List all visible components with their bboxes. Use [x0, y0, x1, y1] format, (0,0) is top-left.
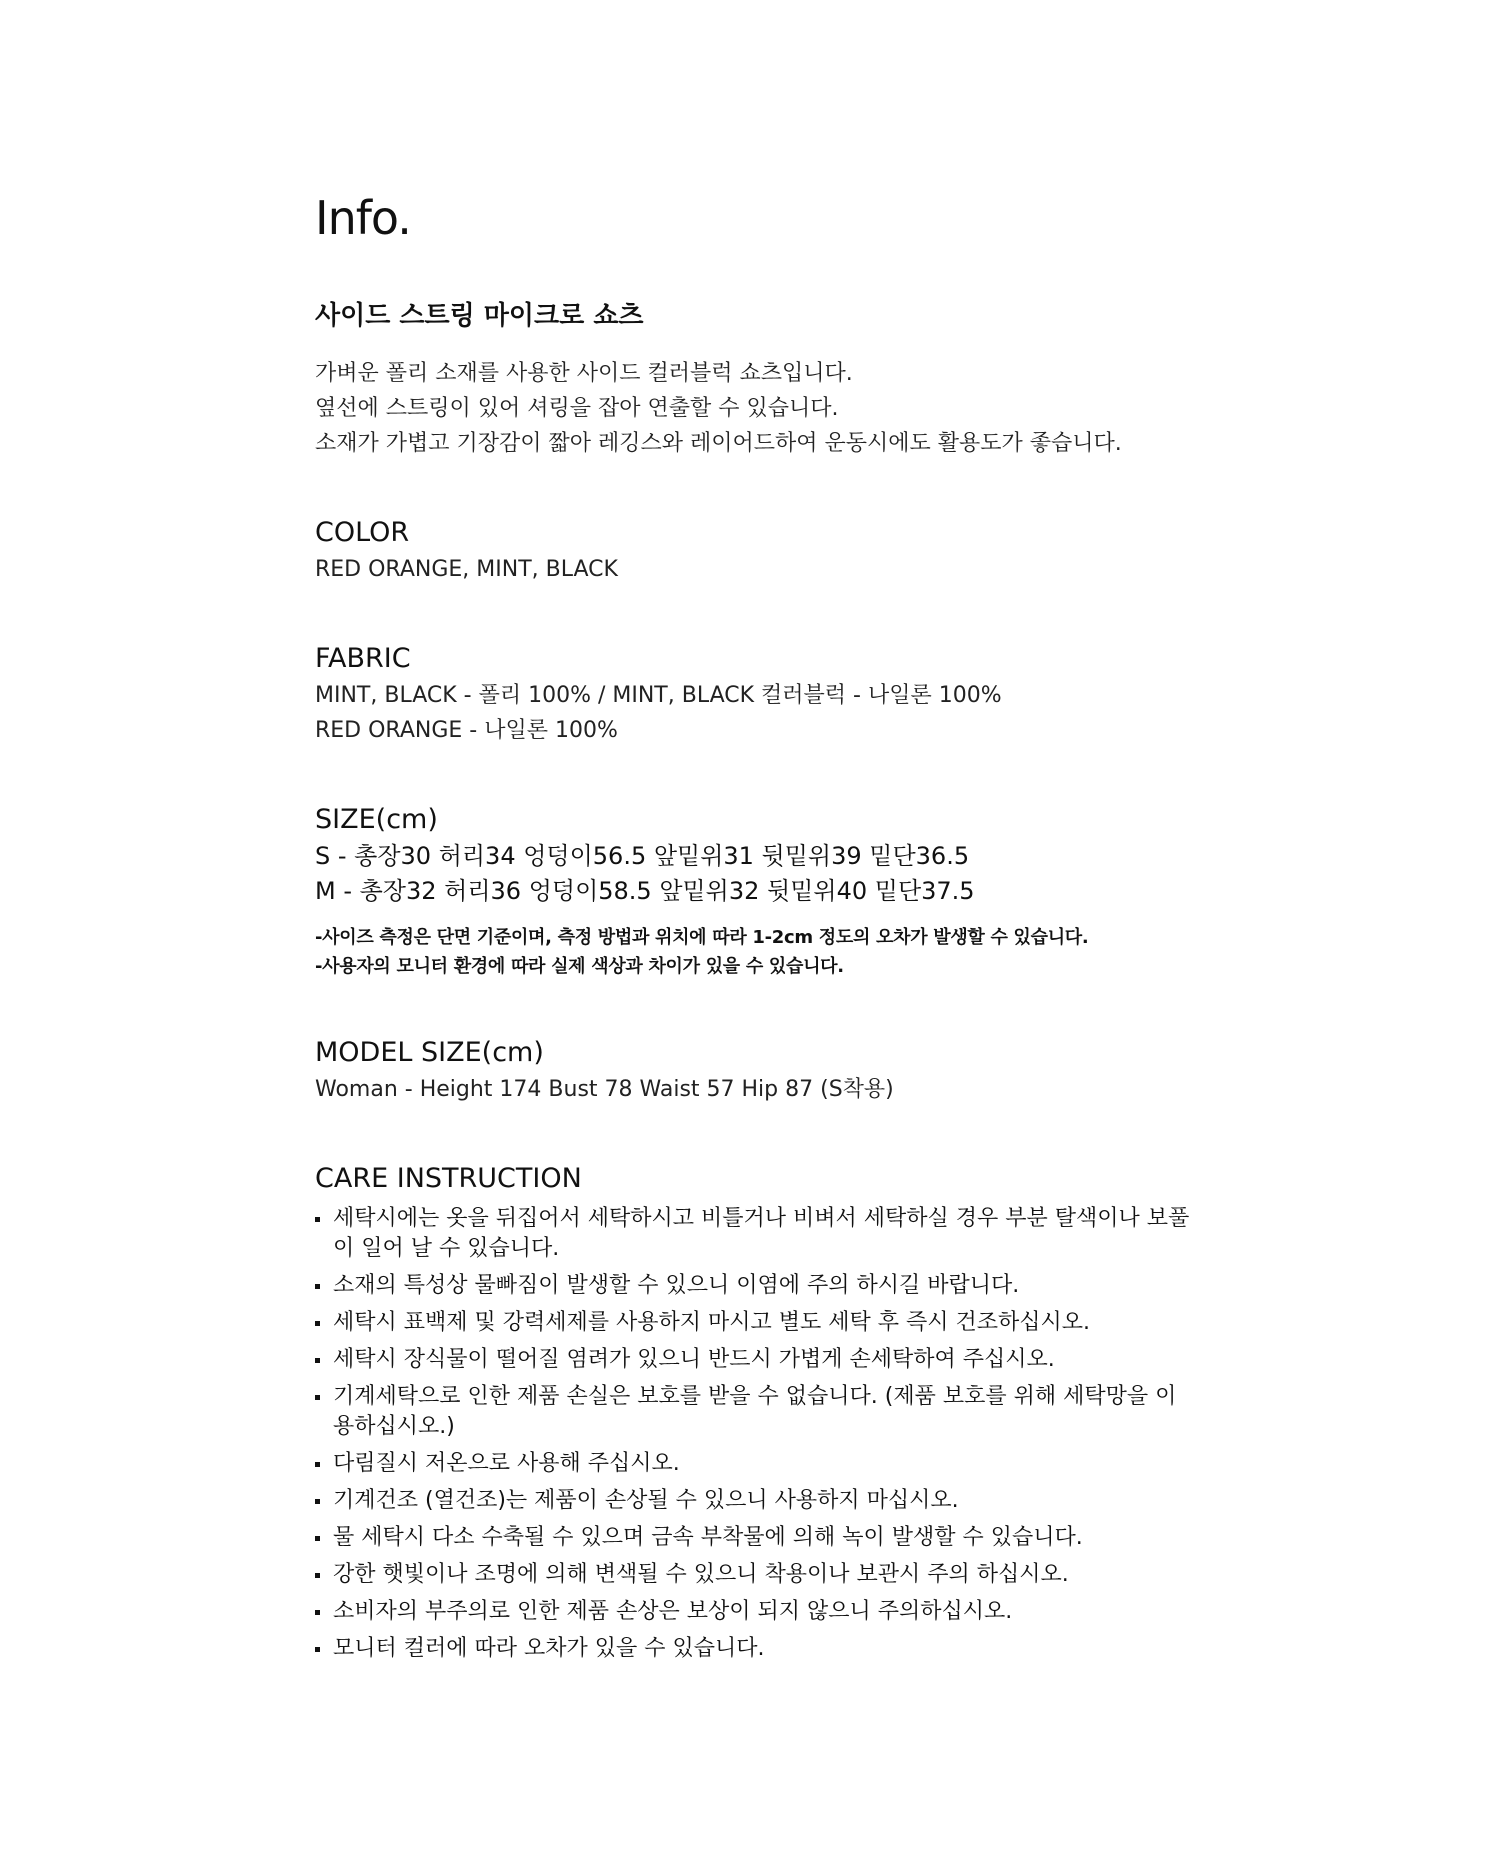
- care-item-text: 소비자의 부주의로 인한 제품 손상은 보상이 되지 않으니 주의하십시오.: [333, 1599, 1013, 1624]
- care-item-text: 기계세탁으로 인한 제품 손실은 보호를 받을 수 없습니다. (제품 보호를 위해 세탁망을 이용하십시오.): [333, 1384, 1177, 1439]
- care-item-text: 기계건조 (열건조)는 제품이 손상될 수 있으니 사용하지 마십시오.: [333, 1488, 959, 1513]
- bullet-icon: [315, 1395, 320, 1400]
- description-line: 옆선에 스트링이 있어 셔링을 잡아 연출할 수 있습니다.: [315, 396, 839, 421]
- fabric-line: MINT, BLACK - 폴리 100% / MINT, BLACK 컬러블럭 - 나일론 100%: [315, 683, 1002, 708]
- size-heading: SIZE(cm): [315, 804, 438, 835]
- care-item-text: 소재의 특성상 물빠짐이 발생할 수 있으니 이염에 주의 하시길 바랍니다.: [333, 1273, 1020, 1298]
- bullet-icon: [315, 1499, 320, 1504]
- size-row-s: S - 총장30 허리34 엉덩이56.5 앞밑위31 뒷밑위39 밑단36.5: [315, 842, 970, 870]
- bullet-icon: [315, 1284, 320, 1289]
- care-item: [315, 1271, 1193, 1301]
- fabric-section: [315, 642, 1215, 748]
- care-item-text: 모니터 컬러에 따라 오차가 있을 수 있습니다.: [333, 1636, 765, 1661]
- model-size-value: Woman - Height 174 Bust 78 Waist 57 Hip 87 (S착용): [315, 1077, 894, 1102]
- size-note: -사용자의 모니터 환경에 따라 실제 색상과 차이가 있을 수 있습니다.: [315, 956, 844, 977]
- care-item-text: 강한 햇빛이나 조명에 의해 변색될 수 있으니 착용이나 보관시 주의 하십시오.: [333, 1562, 1069, 1587]
- model-size-section: [315, 1036, 1215, 1107]
- description-line: 소재가 가볍고 기장감이 짧아 레깅스와 레이어드하여 운동시에도 활용도가 좋습니다.: [315, 431, 1122, 456]
- care-item-text: 세탁시에는 옷을 뒤집어서 세탁하시고 비틀거나 비벼서 세탁하실 경우 부분 탈색이나 보풀이 일어 날 수 있습니다.: [333, 1206, 1190, 1261]
- care-item-text: 다림질시 저온으로 사용해 주십시오.: [333, 1451, 680, 1476]
- care-item: [315, 1634, 1193, 1664]
- page-title: Info.: [315, 191, 411, 245]
- bullet-icon: [315, 1358, 320, 1363]
- size-note: -사이즈 측정은 단면 기준이며, 측정 방법과 위치에 따라 1-2cm 정도의 오차가 발생할 수 있습니다.: [315, 927, 1089, 948]
- size-notes: [315, 923, 1215, 981]
- model-size-heading: MODEL SIZE(cm): [315, 1037, 544, 1068]
- color-heading: COLOR: [315, 517, 410, 548]
- care-section: [315, 1162, 1215, 1664]
- bullet-icon: [315, 1647, 320, 1652]
- bullet-icon: [315, 1217, 320, 1222]
- fabric-heading: FABRIC: [315, 643, 411, 674]
- care-item: [315, 1449, 1193, 1479]
- care-list: [315, 1204, 1215, 1664]
- product-name: 사이드 스트링 마이크로 쇼츠: [315, 301, 644, 331]
- care-item: [315, 1308, 1193, 1338]
- description-line: 가벼운 폴리 소재를 사용한 사이드 컬러블럭 쇼츠입니다.: [315, 361, 853, 386]
- care-item: [315, 1560, 1193, 1590]
- color-value: RED ORANGE, MINT, BLACK: [315, 557, 618, 582]
- size-row-m: M - 총장32 허리36 엉덩이58.5 앞밑위32 뒷밑위40 밑단37.5: [315, 877, 975, 905]
- bullet-icon: [315, 1610, 320, 1615]
- color-section: [315, 516, 1215, 587]
- size-section: [315, 803, 1215, 981]
- bullet-icon: [315, 1536, 320, 1541]
- care-item-text: 세탁시 표백제 및 강력세제를 사용하지 마시고 별도 세탁 후 즉시 건조하십시오.: [333, 1310, 1090, 1335]
- care-item-text: 세탁시 장식물이 떨어질 염려가 있으니 반드시 가볍게 손세탁하여 주십시오.: [333, 1347, 1055, 1372]
- care-item-text: 물 세탁시 다소 수축될 수 있으며 금속 부착물에 의해 녹이 발생할 수 있습니다.: [333, 1525, 1083, 1550]
- care-item: [315, 1204, 1193, 1264]
- care-item: [315, 1486, 1193, 1516]
- bullet-icon: [315, 1573, 320, 1578]
- care-item: [315, 1382, 1193, 1442]
- fabric-line: RED ORANGE - 나일론 100%: [315, 718, 618, 743]
- product-description: [315, 356, 1215, 461]
- care-item: [315, 1523, 1193, 1553]
- care-item: [315, 1345, 1193, 1375]
- care-item: [315, 1597, 1193, 1627]
- product-info-page: [315, 190, 1215, 1671]
- care-heading: CARE INSTRUCTION: [315, 1163, 582, 1194]
- bullet-icon: [315, 1321, 320, 1326]
- bullet-icon: [315, 1462, 320, 1467]
